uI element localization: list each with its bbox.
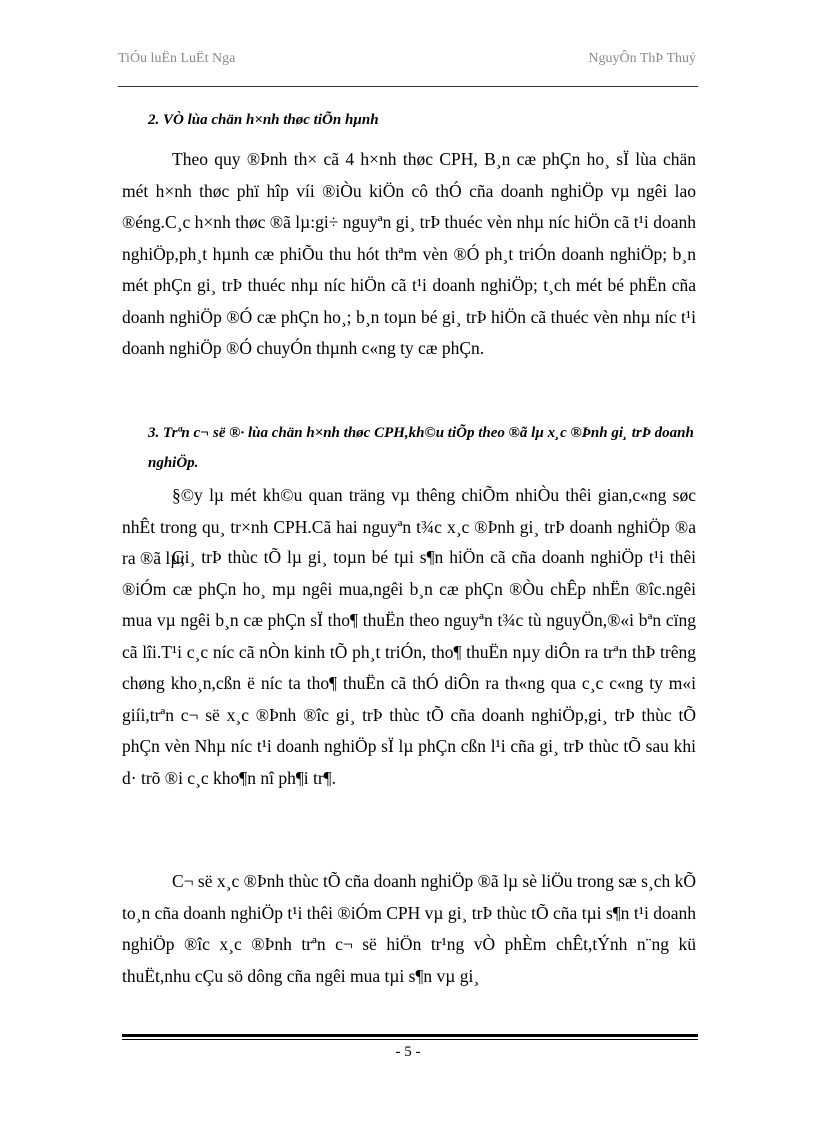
section-2-paragraph-text: Theo quy ®Þnh th× cã 4 h×nh thøc CPH, B¸n cæ phÇn ho¸ sÏ lùa chän mét h×nh thøc phï hîp víi ®iÒu kiÖn cô thÓ cña doanh nghiÖp vµ ngêi lao ®éng.C¸c h×nh thøc ®ã lµ:gi÷ nguyªn gi¸ trÞ thuéc vèn nhµ níc hiÖn cã t¹i doanh nghiÖp,ph¸t hµnh cæ phiÕu thu hót thªm vèn ®Ó ph¸t triÓn doanh nghiÖp; b¸n mét phÇn gi¸ trÞ thuéc nhµ níc hiÖn cã t¹i doanh nghiÖp; t¸ch mét bé phËn cña doanh nghiÖp ®Ó cæ phÇn ho¸; b¸n toµn bé gi¸ trÞ hiÖn cã thuéc vèn nhµ níc t¹i doanh nghiÖp ®Ó chuyÓn thµnh c«ng ty cæ phÇn. — [122, 149, 696, 358]
section-3-paragraph-2 — [122, 542, 696, 794]
section-3-paragraph-3 — [122, 866, 696, 992]
header-left-title: TiÓu luËn LuËt Nga — [118, 51, 236, 66]
section-2-heading: 2. VÒ lùa chän h×nh thøc tiÕn hµnh — [148, 112, 379, 128]
footer-divider-thick — [122, 1034, 698, 1037]
section-3-paragraph-1-text: §©y lµ mét kh©u quan träng vµ thêng chiÕm nhiÒu thêi gian,c«ng søc nhÊt trong qu¸ tr×nh CPH.Cã hai nguyªn t¾c x¸c ®Þnh gi¸ trÞ doanh nghiÖp ®a ra ®ã lµ; — [122, 485, 696, 568]
page-number: - 5 - — [395, 1044, 421, 1060]
section-3-paragraph-2-text: Gi¸ trÞ thùc tÕ lµ gi¸ toµn bé tµi s¶n hiÖn cã cña doanh nghiÖp t¹i thêi ®iÓm cæ phÇn ho¸ mµ ngêi mua,ngêi b¸n cæ phÇn ®Òu chÊp nhËn ®îc.ngêi mua vµ ngêi b¸n cæ phÇn sÏ tho¶ thuËn theo nguyªn t¾c tù nguyÖn,®«i bªn cïng cã lîi.T¹i c¸c níc cã nÒn kinh tÕ ph¸t triÓn, tho¶ thuËn nµy diÔn ra trªn thÞ trêng chøng kho¸n,cßn ë níc ta tho¶ thuËn cã thÓ diÔn ra th«ng qua c¸c c«ng ty m«i giíi,trªn c¬ së x¸c ®Þnh ®îc gi¸ trÞ thùc tÕ cña doanh nghiÖp,gi¸ trÞ thùc tÕ phÇn vèn Nhµ níc t¹i doanh nghiÖp sÏ lµ phÇn cßn l¹i cña gi¸ trÞ thùc tÕ sau khi d· trõ ®i c¸c kho¶n nî ph¶i tr¶. — [122, 547, 696, 788]
section-3-paragraph-3-text: C¬ së x¸c ®Þnh thùc tÕ cña doanh nghiÖp ®ã lµ sè liÖu trong sæ s¸ch kÕ to¸n cña doanh nghiÖp t¹i thêi ®iÓm CPH vµ gi¸ trÞ thùc tÕ cña tµi s¶n t¹i doanh nghiÖp ®îc x¸c ®Þnh trªn c¬ së hiÖn tr¹ng vÒ phÈm chÊt,tÝnh n¨ng kü thuËt,nhu cÇu sö dông cña ngêi mua tµi s¶n vµ gi¸ — [122, 871, 696, 986]
header-divider — [118, 86, 698, 87]
header-author: NguyÔn ThÞ Thuý — [588, 51, 696, 66]
section-2-paragraph — [122, 144, 696, 365]
section-3-heading: 3. Trªn c¬ së ®· lùa chän h×nh thøc CPH,kh©u tiÕp theo ®ã lµ x¸c ®Þnh gi¸ trÞ doanh nghiÖp. — [148, 425, 694, 471]
footer-divider-thin — [122, 1039, 698, 1040]
